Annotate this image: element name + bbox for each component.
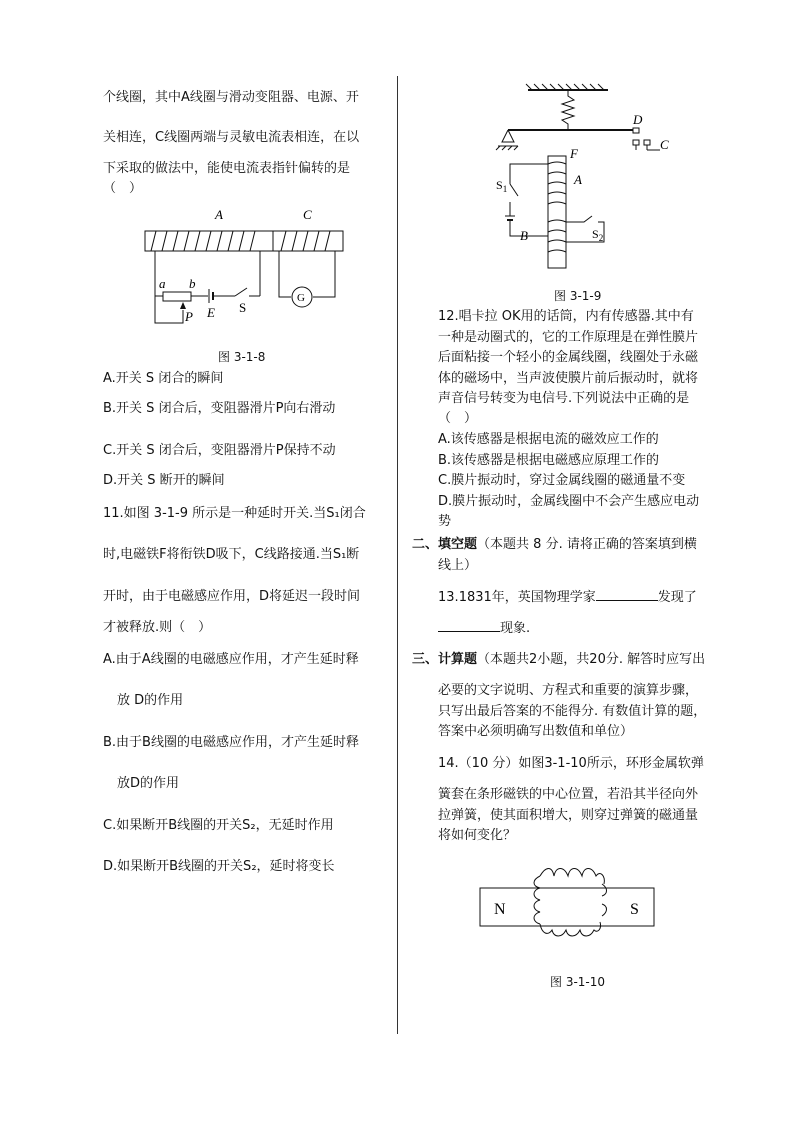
label-a: A: [574, 172, 582, 187]
q11-option-c: C.如果断开B线圈的开关S₂，无延时作用: [103, 818, 334, 833]
slider-arrow: [180, 302, 186, 309]
section-3-desc: （本题共2小题，共20分. 解答时应写出: [477, 652, 706, 667]
section-3-desc-line: 答案中必须明确写出数值和单位）: [438, 724, 634, 739]
q12-option-d: D.膜片振动时，金属线圈中不会产生感应电动: [438, 494, 700, 509]
q11-option-a-cont: 放 D的作用: [117, 693, 184, 708]
label-d: D: [633, 112, 643, 127]
q11-option-d: D.如果断开B线圈的开关S₂，延时将变长: [103, 859, 335, 874]
coil-b: [548, 220, 566, 252]
magnet-north-label: N: [494, 901, 506, 918]
coil-c: [281, 231, 330, 251]
q13-text-cont: 发现了: [657, 590, 697, 605]
section-3-title: 计算题: [438, 652, 478, 667]
q12-answer-bracket: （ ）: [438, 411, 478, 426]
q12-text-line: 声音信号转变为电信号.下列说法中正确的是: [438, 391, 690, 406]
label-b: B: [520, 228, 528, 243]
figure-3-1-10: [478, 858, 658, 958]
label-e: E: [207, 305, 215, 320]
q10-option-d: D.开关 S 断开的瞬间: [103, 473, 225, 488]
q12-option-c: C.膜片振动时，穿过金属线圈的磁通量不变: [438, 473, 686, 488]
q12-text-line: 后面粘接一个轻小的金属线圈，线圈处于永磁: [438, 350, 699, 365]
section-2-desc-cont: 线上）: [438, 558, 478, 573]
label-b: b: [189, 276, 196, 291]
q13-blank-2[interactable]: [438, 619, 500, 632]
q11-text-line: 开时，由于电磁感应作用，D将延迟一段时间: [103, 589, 361, 604]
q10-text-line: 下采取的做法中，能使电流表指针偏转的是: [103, 161, 351, 176]
q13-number: 13.: [438, 590, 459, 605]
q12-text-line: 体的磁场中，当声波使膜片前后振动时，就将: [438, 371, 699, 386]
q12-option-a: A.该传感器是根据电流的磁效应工作的: [438, 432, 659, 447]
section-3-desc-line: 只写出最后答案的不能得分. 有数值计算的题，: [438, 704, 707, 719]
figure-caption: 图 3-1-10: [550, 975, 606, 989]
spring: [562, 90, 574, 130]
section-3-number: 三、: [412, 652, 439, 667]
section-2-number: 二、: [412, 537, 439, 552]
label-s2: $S_2$: [592, 227, 604, 243]
q11-option-b: B.由于B线圈的电磁感应作用，才产生延时释: [103, 735, 359, 750]
q10-answer-bracket: （ ）: [103, 181, 143, 196]
label-s: S: [239, 300, 247, 315]
figure-3-1-9: [488, 84, 728, 274]
coil-a: [151, 231, 255, 251]
coil-a: [548, 162, 566, 204]
galvanometer-label: G: [297, 292, 305, 304]
label-c: C: [660, 137, 669, 152]
q11-option-b-cont: 放D的作用: [117, 776, 180, 791]
q13-line-1: [438, 588, 697, 607]
q13-line-2: [438, 619, 530, 638]
q10-option-c: C.开关 S 闭合后，变阻器滑片P保持不动: [103, 443, 336, 458]
q14-text-line: 簧套在条形磁铁的中心位置，若沿其半径向外: [438, 787, 699, 802]
label-p: P: [185, 309, 193, 324]
figure-3-1-8: [143, 205, 353, 330]
section-3-heading: [412, 651, 705, 669]
label-s1: $S_1$: [496, 178, 508, 194]
q12-option-b: B.该传感器是根据电磁感应原理工作的: [438, 453, 660, 468]
section-3-desc-line: 必要的文字说明、方程式和重要的演算步骤，: [438, 683, 699, 698]
circuit-c: [279, 251, 335, 307]
section-2-desc: （本题共 8 分. 请将正确的答案填到横: [477, 537, 697, 552]
q13-text-end: 现象.: [500, 621, 531, 636]
q13-blank-1[interactable]: [596, 588, 658, 601]
label-coil-c: C: [303, 207, 312, 222]
q11-text-line: 时,电磁铁F将衔铁D吸下，C线路接通.当S₁断: [103, 547, 360, 562]
figure-caption: 图 3-1-9: [554, 289, 602, 303]
magnet-south-label: S: [630, 901, 639, 918]
label-a: a: [159, 276, 166, 291]
q11-text-line: 11.如图 3-1-9 所示是一种延时开关.当S₁闭合: [103, 506, 366, 521]
label-coil-a: A: [215, 207, 223, 222]
q13-text: 年，英国物理学家: [491, 590, 596, 605]
column-divider: [397, 76, 398, 1034]
q14-text-line: 将如何变化？: [438, 828, 517, 843]
q10-text-line: 关相连，C线圈两端与灵敏电流表相连，在以: [103, 130, 360, 145]
q11-text-line: 才被释放.则（ ）: [103, 620, 212, 635]
section-2-title: 填空题: [438, 537, 478, 552]
figure-caption: 图 3-1-8: [218, 350, 266, 364]
q10-option-a: A.开关 S 闭合的瞬间: [103, 371, 224, 386]
q12-text-line: 12.唱卡拉 OK用的话筒，内有传感器.其中有: [438, 309, 694, 324]
q10-text-line: 个线圈，其中A线圈与滑动变阻器、电源、开: [103, 90, 359, 105]
q12-option-d-cont: 势: [438, 514, 452, 529]
q14-text-line: 14.（10 分）如图3-1-10所示，环形金属软弹: [438, 756, 704, 771]
q11-option-a: A.由于A线圈的电磁感应作用，才产生延时释: [103, 652, 359, 667]
q13-year: 1831: [458, 590, 492, 605]
q12-text-line: 一种是动圈式的，它的工作原理是在弹性膜片: [438, 330, 699, 345]
q10-option-b: B.开关 S 闭合后，变阻器滑片P向右滑动: [103, 401, 336, 416]
bar-magnet: [480, 888, 654, 926]
section-2-heading: [412, 536, 697, 554]
q14-text-line: 拉弹簧，使其面积增大，则穿过弹簧的磁通量: [438, 808, 699, 823]
label-f: F: [570, 146, 578, 161]
